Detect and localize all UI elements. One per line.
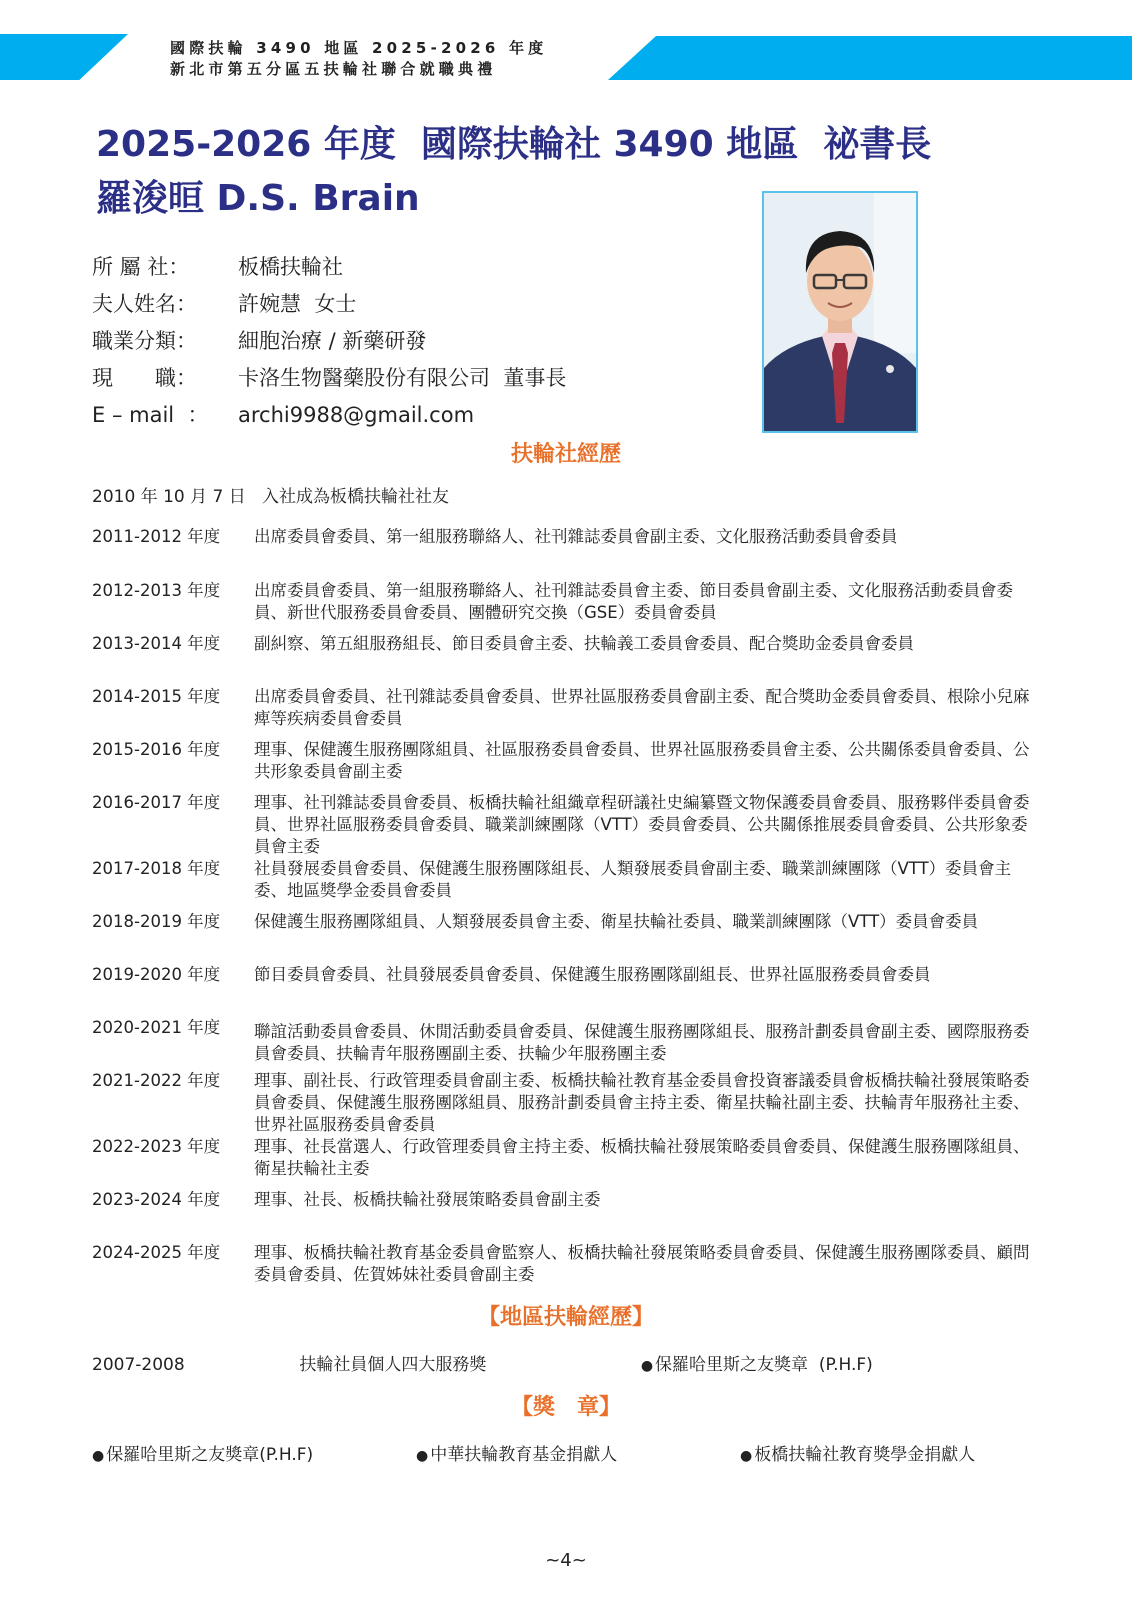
history-text: 節目委員會委員、社員發展委員會委員、保健護生服務團隊副組長、世界社區服務委員會委員 [254,965,931,984]
district-award: 保羅哈里斯之友獎章 (P.H.F) [655,1355,873,1375]
event-header-line1: 國際扶輪 3490 地區 2025-2026 年度 [170,39,548,57]
history-year: 2014-2015 年度 [92,687,221,706]
bullet-icon: ● [740,1448,753,1464]
history-text: 理事、板橋扶輪社教育基金委員會監察人、板橋扶輪社發展策略委員會委員、保健護生服務團隊委員、顧問委員會委員、佐賀姊妹社委員會副主委 [254,1243,1030,1284]
profile-value: 許婉慧 女士 [238,292,357,316]
history-entry [92,686,1042,730]
profile-label: 現 職： [92,366,197,390]
profile-row-email [92,397,566,434]
history-entry [92,1242,1042,1286]
history-year: 2013-2014 年度 [92,634,221,653]
club-history-title: 扶輪社經歷 [510,442,621,467]
award-item [416,1440,740,1465]
history-text: 保健護生服務團隊組員、人類發展委員會主委、衛星扶輪社委員、職業訓練團隊（VTT）委員會委員 [254,912,979,931]
history-year: 2021-2022 年度 [92,1071,221,1090]
bullet-icon: ● [92,1448,105,1464]
email-link[interactable]: archi9988@gmail.com [238,403,475,427]
portrait-photo [762,191,918,433]
history-text: 理事、保健護生服務團隊組員、社區服務委員會委員、世界社區服務委員會主委、公共關係委員會委員、公共形象委員會副主委 [254,740,1030,781]
history-entry [92,526,1042,548]
award-label: 板橋扶輪社教育獎學金捐獻人 [754,1445,976,1465]
history-entry [92,911,1042,933]
profile-value: 細胞治療 / 新藥研發 [238,329,427,353]
district-history-title: 【地區扶輪經歷】 [477,1305,654,1330]
history-year: 2024-2025 年度 [92,1243,221,1262]
award-label: 中華扶輪教育基金捐獻人 [430,1445,618,1465]
history-entry [92,858,1042,902]
title-position: 2025-2026 年度 國際扶輪社 3490 地區 祕書長 [96,124,932,165]
history-entry [92,792,1042,858]
profile-info [92,249,566,434]
profile-label: 所 屬 社： [92,255,190,279]
awards-list [92,1440,975,1465]
history-entry [92,964,1042,986]
history-entry [92,739,1042,783]
profile-value: 卡洛生物醫藥股份有限公司 董事長 [238,366,567,390]
history-text: 理事、社刊雜誌委員會委員、板橋扶輪社組織章程研議社史編纂暨文物保護委員會委員、服務夥伴委員會委員、世界社區服務委員會委員、職業訓練團隊（VTT）委員會委員、公共關係推展委員會委員、公共形象委員會主委 [254,793,1030,856]
history-entry [92,1017,1042,1065]
profile-row-position [92,360,566,397]
award-label: 保羅哈里斯之友獎章(P.H.F) [106,1445,314,1465]
history-entry [92,633,1042,655]
history-year: 2019-2020 年度 [92,965,221,984]
profile-row-club [92,249,566,286]
profile-label: E – mail ： [92,403,209,427]
profile-label: 職業分類： [92,329,197,353]
history-text: 理事、副社長、行政管理委員會副主委、板橋扶輪社教育基金委員會投資審議委員會板橋扶輪社發展策略委員會委員、保健護生服務團隊組員、服務計劃委員會主持主委、衛星扶輪社副主委、扶輪青年服務社主委、世界社區服務委員會委員 [254,1071,1030,1134]
history-year: 2018-2019 年度 [92,912,221,931]
bullet-icon: ● [640,1358,654,1374]
history-entry [92,1189,1042,1211]
history-year: 2017-2018 年度 [92,859,221,878]
history-year: 2020-2021 年度 [92,1018,221,1037]
banner-left-stripe [0,34,128,80]
history-text: 出席委員會委員、第一組服務聯絡人、社刊雜誌委員會副主委、文化服務活動委員會委員 [254,527,898,546]
history-year: 2015-2016 年度 [92,740,221,759]
bullet-icon: ● [416,1448,429,1464]
history-text: 理事、社長、板橋扶輪社發展策略委員會副主委 [254,1190,601,1209]
history-text: 聯誼活動委員會委員、休閒活動委員會委員、保健護生服務團隊組長、服務計劃委員會副主委、國際服務委員會委員、扶輪青年服務團副主委、扶輪少年服務團主委 [254,1022,1030,1063]
history-text: 理事、社長當選人、行政管理委員會主持主委、板橋扶輪社發展策略委員會委員、保健護生服務團隊組員、衛星扶輪社主委 [254,1137,1030,1178]
history-text: 出席委員會委員、第一組服務聯絡人、社刊雜誌委員會主委、節目委員會副主委、文化服務活動委員會委員、新世代服務委員會委員、團體研究交換（GSE）委員會委員 [254,581,1013,622]
district-year: 2007-2008 [92,1355,185,1375]
history-year: 2012-2013 年度 [92,581,221,600]
portrait-illustration [764,193,916,431]
page-number: ~4~ [545,1550,587,1571]
history-year: 2011-2012 年度 [92,527,221,546]
profile-row-spouse [92,286,566,323]
history-entry [92,580,1042,624]
district-item: 扶輪社員個人四大服務獎 [299,1355,487,1375]
banner-right-stripe [608,36,1132,80]
profile-label: 夫人姓名： [92,292,197,316]
award-item [92,1440,416,1465]
event-header-line2: 新北市第五分區五扶輪社聯合就職典禮 [170,60,497,78]
award-item [740,1440,975,1465]
history-entry [92,1070,1042,1136]
history-year: 2016-2017 年度 [92,793,221,812]
history-text: 出席委員會委員、社刊雜誌委員會委員、世界社區服務委員會副主委、配合獎助金委員會委員、根除小兒麻痺等疾病委員會委員 [254,687,1030,728]
awards-title: 【獎 章】 [510,1395,621,1420]
profile-row-classification [92,323,566,360]
district-entry [92,1350,873,1375]
history-entry [92,1136,1042,1180]
profile-value: 板橋扶輪社 [238,255,343,279]
history-text: 社員發展委員會委員、保健護生服務團隊組長、人類發展委員會副主委、職業訓練團隊（VTT）委員會主委、地區獎學金委員會委員 [254,859,1012,900]
history-text: 副糾察、第五組服務組長、節目委員會主委、扶輪義工委員會委員、配合獎助金委員會委員 [254,634,914,653]
join-date: 2010 年 10 月 7 日 入社成為板橋扶輪社社友 [92,487,449,507]
event-header [170,38,547,80]
history-year: 2022-2023 年度 [92,1137,221,1156]
title-name: 羅浚晅 D.S. Brain [96,178,420,219]
history-year: 2023-2024 年度 [92,1190,221,1209]
